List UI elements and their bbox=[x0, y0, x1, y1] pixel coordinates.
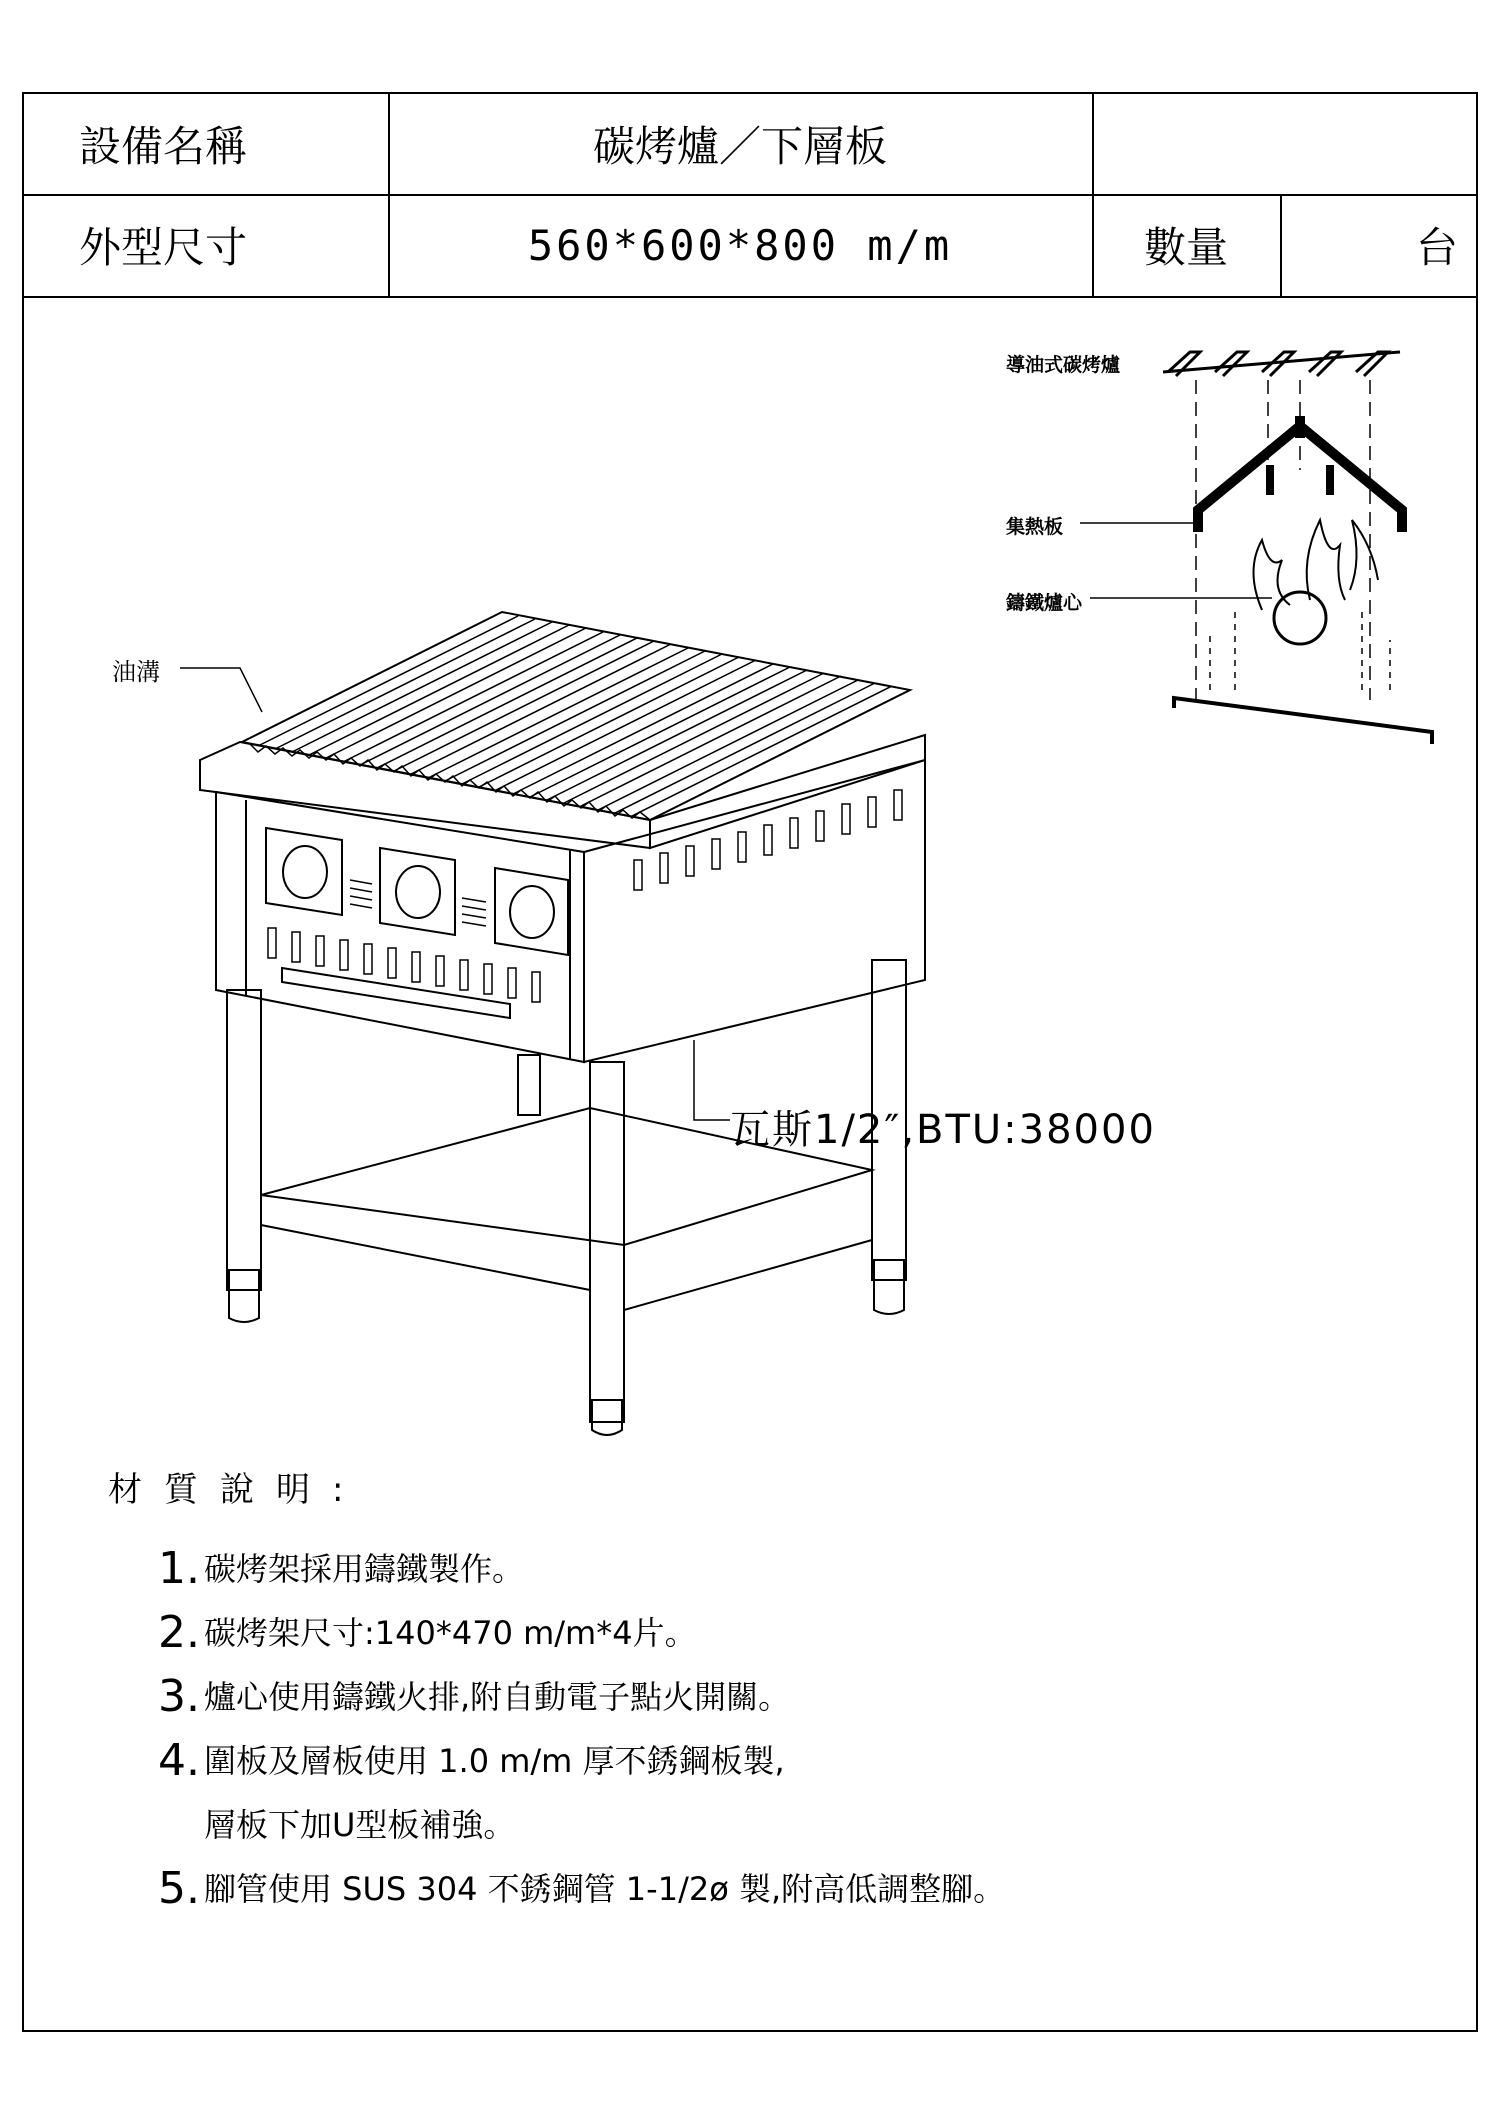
gas-leader bbox=[694, 1040, 730, 1120]
front-slots bbox=[268, 928, 540, 1002]
size-label: 外型尺寸 bbox=[79, 223, 248, 272]
leg-front-left bbox=[227, 990, 261, 1290]
cast-iron-burner bbox=[1274, 592, 1326, 644]
foot-front-right bbox=[592, 1400, 622, 1435]
note-item: 3. 爐心使用鑄鐵火排,附自動電子點火開關。 bbox=[158, 1670, 791, 1722]
inset-diagram bbox=[1080, 352, 1432, 744]
knob-panel-1 bbox=[266, 828, 342, 915]
notes-title: 材質說明: bbox=[108, 1470, 366, 1510]
grate-ribs bbox=[258, 616, 892, 816]
material-notes bbox=[108, 1462, 1005, 1921]
note-item: 2. 碳烤架尺寸:140*470 m/m*4片。 bbox=[158, 1606, 697, 1658]
note-item: 5. 腳管使用 SUS 304 不銹鋼管 1-1/2ø 製,附高低調整腳。 bbox=[158, 1862, 1006, 1914]
front-vents bbox=[350, 880, 486, 926]
note-item: 1. 碳烤架採用鑄鐵製作。 bbox=[158, 1542, 524, 1594]
inset-grill-label: 導油式碳烤爐 bbox=[1006, 354, 1121, 376]
inset-burner-label: 鑄鐵爐心 bbox=[1006, 592, 1083, 614]
quantity-unit: 台 bbox=[1415, 223, 1458, 272]
side-panel bbox=[584, 760, 925, 1062]
flame-icon bbox=[1254, 540, 1291, 610]
knob-3 bbox=[510, 886, 554, 938]
note-item: 4. 圍板及層板使用 1.0 m/m 厚不銹鋼板製, bbox=[158, 1734, 785, 1786]
base-tray bbox=[1174, 698, 1432, 744]
note-item-continued: 層板下加U型板補強。 bbox=[204, 1805, 516, 1844]
foot-back-right bbox=[874, 1260, 904, 1314]
size-value: 560*600*800 m/m bbox=[527, 220, 953, 270]
equipment-name-label: 設備名稱 bbox=[79, 122, 248, 171]
top-frame bbox=[200, 742, 650, 848]
inset-heat-plate-label: 集熱板 bbox=[1006, 516, 1064, 538]
heat-collector-plate bbox=[1198, 426, 1402, 532]
oil-groove-leader bbox=[180, 668, 262, 712]
oil-groove-label: 油溝 bbox=[112, 658, 160, 686]
gas-spec-label: 瓦斯1/2″,BTU:38000 bbox=[730, 1107, 1156, 1153]
leg-back-left bbox=[518, 1055, 540, 1115]
foot-front-left bbox=[229, 1270, 259, 1322]
knob-panel-2 bbox=[380, 848, 455, 935]
knob-panel-3 bbox=[495, 868, 568, 955]
quantity-label: 數量 bbox=[1143, 223, 1228, 272]
knob-1 bbox=[283, 846, 327, 898]
equipment-name-value: 碳烤爐／下層板 bbox=[592, 122, 887, 171]
knob-2 bbox=[396, 866, 440, 918]
